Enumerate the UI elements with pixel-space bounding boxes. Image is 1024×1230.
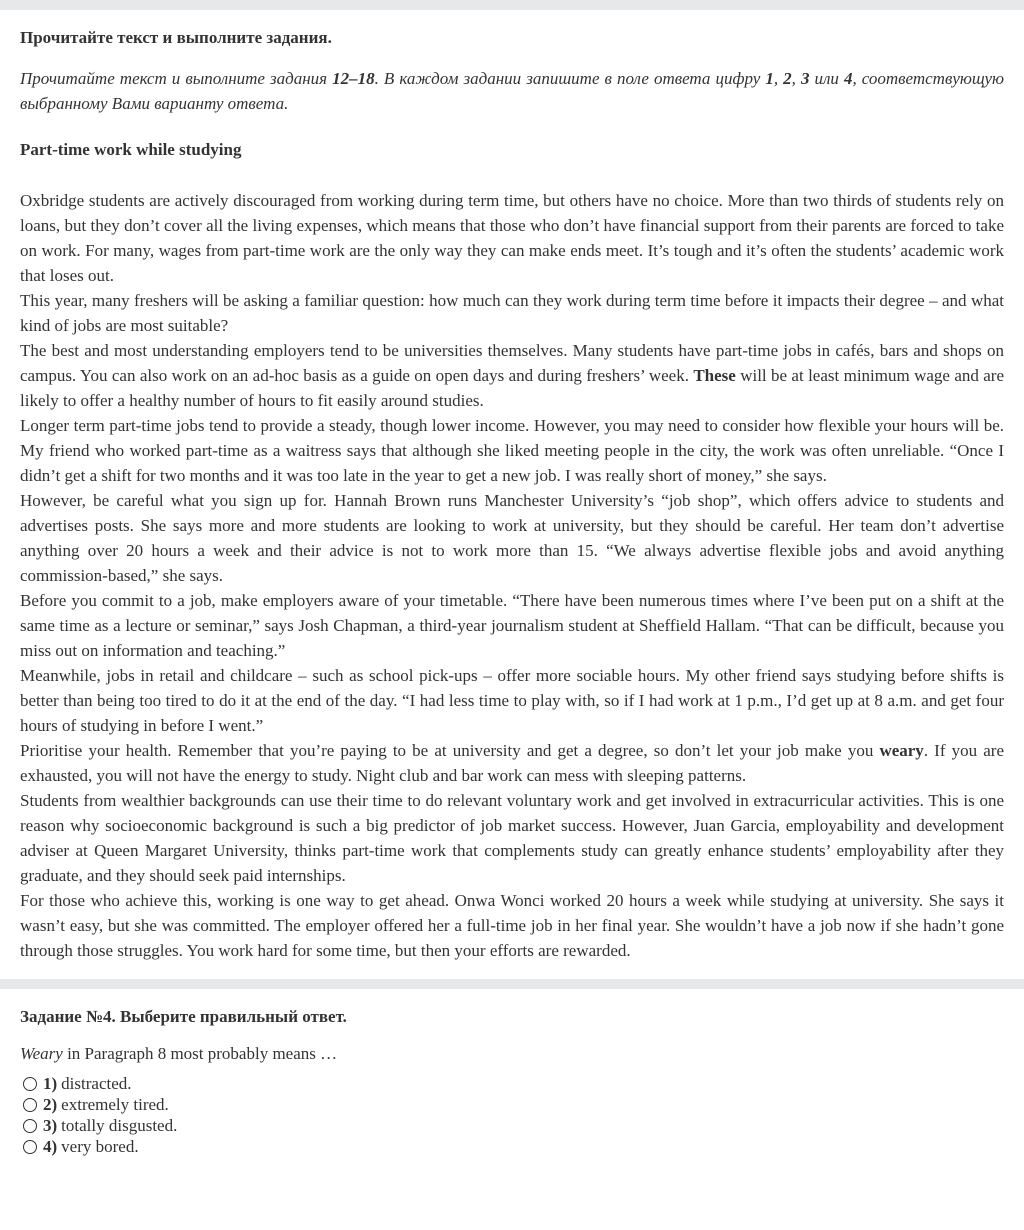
instructions-part2: . В каждом задании запишите в поле ответа цифру [374,69,766,88]
instructions-digit-2: 2 [783,69,792,88]
question-word: Weary [20,1044,63,1063]
instructions-range: 12–18 [332,69,375,88]
option-label: very bored. [61,1136,139,1156]
article-body [20,188,1004,963]
option-number: 4) [43,1136,58,1156]
radio-button-2[interactable] [23,1098,37,1112]
instructions-text [20,66,1004,116]
option-number: 3) [43,1115,58,1135]
top-divider [0,0,1024,10]
option-number: 1) [43,1073,58,1093]
option-label: extremely tired. [61,1094,169,1114]
instructions-part1: Прочитайте текст и выполните задания [20,69,333,88]
paragraph-3-end: will be at least minimum wage and are likely to offer a healthy number of hours to fit easily around studies. [20,366,1004,410]
instructions-digit-3: 3 [800,69,810,88]
answer-options [20,1073,1004,1157]
instructions-sep-1: , [773,69,784,88]
paragraph-5: However, be careful what you sign up for. Hannah Brown runs Manchester University’s “job shop”, which offers advice to students and advertises posts. She says more and more students are looking to work at university, but they should be careful. Her team don’t advertise anything over 20 hours a week and their advice is not to work more than 15. “We always advertise flexible jobs and avoid anything commission-based,” she says. [20,491,1004,585]
paragraph-2: This year, many freshers will be asking a familiar question: how much can they work during term time before it impacts their degree – and what kind of jobs are most suitable? [20,291,1004,335]
radio-button-3[interactable] [23,1119,37,1133]
paragraph-1: Oxbridge students are actively discouraged from working during term time, but others have no choice. More than two thirds of students rely on loans, but they don’t cover all the living expenses, which means that those who don’t have financial support from their parents are forced to take on work. For many, wages from part-time work are the only way they can make ends meet. It’s tough and it’s often the students’ academic work that loses out. [20,191,1004,285]
reading-section [0,10,1024,979]
answer-option-2[interactable] [20,1094,1004,1115]
answer-option-4[interactable] [20,1136,1004,1157]
paragraph-8 [20,738,1004,788]
paragraph-10: For those who achieve this, working is one way to get ahead. Onwa Wonci worked 20 hours a week while studying at university. She says it wasn’t easy, but she was committed. The employer offered her a full-time job in her final year. She wouldn’t have a job now if she hadn’t gone through those struggles. You work hard for some time, but then your efforts are rewarded. [20,891,1004,960]
instructions-digit-1: 1 [765,69,774,88]
option-label: totally disgusted. [61,1115,178,1135]
section-heading: Прочитайте текст и выполните задания. [20,28,332,47]
paragraph-8-start: Prioritise your health. Remember that you’re paying to be at university and get a degree, so don’t let your job make you [20,741,880,760]
instructions-or: или [809,69,844,88]
answer-option-3[interactable] [20,1115,1004,1136]
radio-button-4[interactable] [23,1140,37,1154]
paragraph-9: Students from wealthier backgrounds can use their time to do relevant voluntary work and get involved in extracurricular activities. This is one reason why socioeconomic background is such a big predictor of job market success. However, Juan Garcia, employability and development adviser at Queen Margaret University, thinks part-time work that complements study can greatly enhance students’ employability after they graduate, and they should seek paid internships. [20,791,1004,885]
radio-button-1[interactable] [23,1077,37,1091]
paragraph-7: Meanwhile, jobs in retail and childcare – such as school pick-ups – offer more sociable hours. My other friend says studying before shifts is better than being too tired to do it at the end of the day. “I had less time to play with, so if I had work at 1 p.m., I’d get up at 8 a.m. and get four hours of studying in before I went.” [20,666,1004,735]
paragraph-3 [20,338,1004,413]
highlighted-word-these: These [693,366,736,385]
question-text [20,1043,1004,1065]
option-number: 2) [43,1094,58,1114]
section-divider [0,979,1024,989]
question-rest: in Paragraph 8 most probably means … [62,1044,338,1063]
paragraph-6: Before you commit to a job, make employers aware of your timetable. “There have been numerous times where I’ve been put on a shift at the same time as a lecture or seminar,” says Josh Chapman, a third-year journalism student at Sheffield Hallam. “That can be difficult, because you miss out on information and teaching.” [20,591,1004,660]
paragraph-3-start: The best and most understanding employers tend to be universities themselves. Many students have part-time jobs in cafés, bars and shops on campus. You can also work on an ad-hoc basis as a guide on open days and during freshers’ week. [20,341,1004,385]
task-title: Задание №4. Выберите правильный ответ. [20,1007,347,1026]
instructions-part3: , соответствующую выбранному Вами варианту ответа. [20,69,1005,113]
paragraph-4: Longer term part-time jobs tend to provide a steady, though lower income. However, you may need to consider how flexible your hours will be. My friend who worked part-time as a waitress says that although she liked meeting people in the city, the work was often unreliable. “Once I didn’t get a shift for two months and it was too late in the year to get a new job. I was really short of money,” she says. [20,416,1004,485]
article-title: Part-time work while studying [20,140,242,159]
instructions-sep-2: , [791,69,801,88]
paragraph-8-end: . If you are exhausted, you will not have the energy to study. Night club and bar work can mess with sleeping patterns. [20,741,1004,785]
option-label: distracted. [61,1073,132,1093]
instructions-digit-4: 4 [843,69,853,88]
highlighted-word-weary: weary [879,741,924,760]
task-section [0,989,1024,1157]
answer-option-1[interactable] [20,1073,1004,1094]
